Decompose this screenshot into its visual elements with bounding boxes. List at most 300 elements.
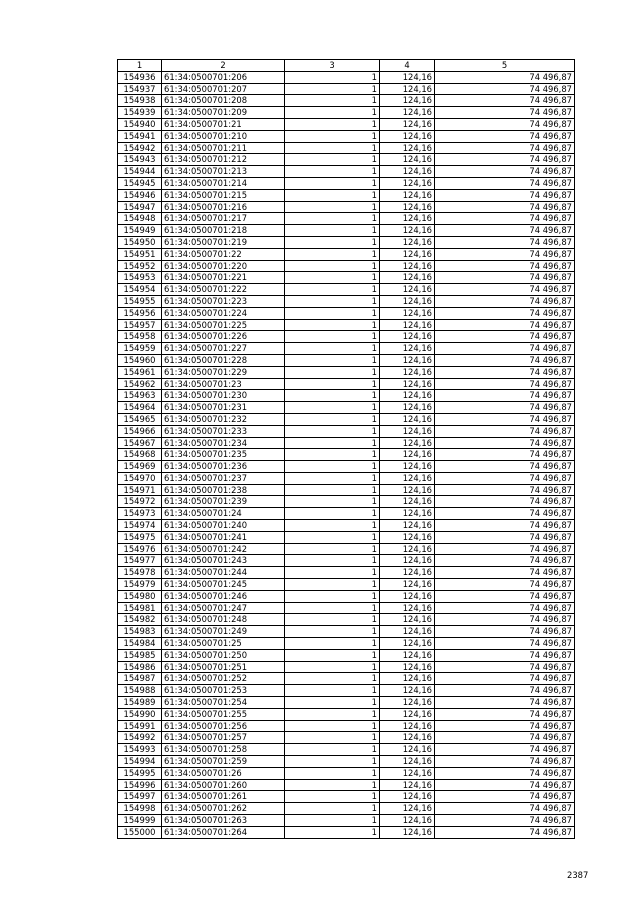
count-cell: 1	[285, 142, 380, 154]
cadastral-number-cell: 61:34:0500701:250	[162, 649, 285, 661]
row-number-cell: 154979	[118, 579, 162, 591]
column-header-3: 3	[285, 60, 380, 72]
row-number-cell: 154972	[118, 496, 162, 508]
cadastral-number-cell: 61:34:0500701:245	[162, 579, 285, 591]
area-cell: 124,16	[380, 508, 435, 520]
count-cell: 1	[285, 354, 380, 366]
row-number-cell: 154938	[118, 95, 162, 107]
row-number-cell: 154943	[118, 154, 162, 166]
area-cell: 124,16	[380, 71, 435, 83]
value-cell: 74 496,87	[435, 626, 575, 638]
value-cell: 74 496,87	[435, 449, 575, 461]
value-cell: 74 496,87	[435, 815, 575, 827]
cadastral-number-cell: 61:34:0500701:218	[162, 225, 285, 237]
cadastral-number-cell: 61:34:0500701:241	[162, 531, 285, 543]
value-cell: 74 496,87	[435, 531, 575, 543]
row-number-cell: 154968	[118, 449, 162, 461]
count-cell: 1	[285, 543, 380, 555]
area-cell: 124,16	[380, 449, 435, 461]
row-number-cell: 154986	[118, 661, 162, 673]
table-row	[118, 142, 575, 154]
cadastral-number-cell: 61:34:0500701:256	[162, 720, 285, 732]
table-row	[118, 472, 575, 484]
value-cell: 74 496,87	[435, 354, 575, 366]
count-cell: 1	[285, 732, 380, 744]
cadastral-number-cell: 61:34:0500701:211	[162, 142, 285, 154]
area-cell: 124,16	[380, 354, 435, 366]
cadastral-number-cell: 61:34:0500701:252	[162, 673, 285, 685]
row-number-cell: 154989	[118, 697, 162, 709]
count-cell: 1	[285, 295, 380, 307]
count-cell: 1	[285, 213, 380, 225]
cadastral-number-cell: 61:34:0500701:231	[162, 402, 285, 414]
table-row	[118, 756, 575, 768]
value-cell: 74 496,87	[435, 295, 575, 307]
cadastral-number-cell: 61:34:0500701:221	[162, 272, 285, 284]
area-cell: 124,16	[380, 602, 435, 614]
row-number-cell: 154952	[118, 260, 162, 272]
row-number-cell: 154944	[118, 166, 162, 178]
count-cell: 1	[285, 425, 380, 437]
area-cell: 124,16	[380, 284, 435, 296]
count-cell: 1	[285, 319, 380, 331]
row-number-cell: 154992	[118, 732, 162, 744]
table-row	[118, 614, 575, 626]
count-cell: 1	[285, 708, 380, 720]
row-number-cell: 154984	[118, 638, 162, 650]
area-cell: 124,16	[380, 425, 435, 437]
value-cell: 74 496,87	[435, 673, 575, 685]
count-cell: 1	[285, 472, 380, 484]
row-number-cell: 154998	[118, 803, 162, 815]
area-cell: 124,16	[380, 201, 435, 213]
value-cell: 74 496,87	[435, 767, 575, 779]
count-cell: 1	[285, 284, 380, 296]
data-table	[117, 59, 575, 839]
area-cell: 124,16	[380, 579, 435, 591]
value-cell: 74 496,87	[435, 71, 575, 83]
area-cell: 124,16	[380, 272, 435, 284]
area-cell: 124,16	[380, 590, 435, 602]
count-cell: 1	[285, 130, 380, 142]
table-row	[118, 295, 575, 307]
area-cell: 124,16	[380, 177, 435, 189]
area-cell: 124,16	[380, 661, 435, 673]
table-row	[118, 437, 575, 449]
area-cell: 124,16	[380, 815, 435, 827]
count-cell: 1	[285, 638, 380, 650]
value-cell: 74 496,87	[435, 177, 575, 189]
count-cell: 1	[285, 614, 380, 626]
area-cell: 124,16	[380, 142, 435, 154]
value-cell: 74 496,87	[435, 508, 575, 520]
table-row	[118, 602, 575, 614]
count-cell: 1	[285, 449, 380, 461]
area-cell: 124,16	[380, 154, 435, 166]
row-number-cell: 154969	[118, 461, 162, 473]
value-cell: 74 496,87	[435, 236, 575, 248]
cadastral-number-cell: 61:34:0500701:222	[162, 284, 285, 296]
area-cell: 124,16	[380, 567, 435, 579]
cadastral-number-cell: 61:34:0500701:248	[162, 614, 285, 626]
table-row	[118, 177, 575, 189]
table-row	[118, 555, 575, 567]
cadastral-number-cell: 61:34:0500701:229	[162, 366, 285, 378]
count-cell: 1	[285, 461, 380, 473]
value-cell: 74 496,87	[435, 130, 575, 142]
row-number-cell: 154940	[118, 118, 162, 130]
area-cell: 124,16	[380, 402, 435, 414]
count-cell: 1	[285, 720, 380, 732]
count-cell: 1	[285, 803, 380, 815]
row-number-cell: 154966	[118, 425, 162, 437]
row-number-cell: 154990	[118, 708, 162, 720]
table-row	[118, 697, 575, 709]
value-cell: 74 496,87	[435, 284, 575, 296]
value-cell: 74 496,87	[435, 95, 575, 107]
count-cell: 1	[285, 661, 380, 673]
value-cell: 74 496,87	[435, 154, 575, 166]
value-cell: 74 496,87	[435, 107, 575, 119]
count-cell: 1	[285, 248, 380, 260]
value-cell: 74 496,87	[435, 331, 575, 343]
cadastral-number-cell: 61:34:0500701:207	[162, 83, 285, 95]
row-number-cell: 154955	[118, 295, 162, 307]
row-number-cell: 154994	[118, 756, 162, 768]
count-cell: 1	[285, 826, 380, 838]
table-row	[118, 319, 575, 331]
cadastral-number-cell: 61:34:0500701:26	[162, 767, 285, 779]
cadastral-number-cell: 61:34:0500701:224	[162, 307, 285, 319]
row-number-cell: 154987	[118, 673, 162, 685]
value-cell: 74 496,87	[435, 213, 575, 225]
column-header-5: 5	[435, 60, 575, 72]
cadastral-number-cell: 61:34:0500701:232	[162, 413, 285, 425]
row-number-cell: 154974	[118, 520, 162, 532]
value-cell: 74 496,87	[435, 649, 575, 661]
count-cell: 1	[285, 685, 380, 697]
table-row	[118, 413, 575, 425]
table-row	[118, 83, 575, 95]
cadastral-number-cell: 61:34:0500701:257	[162, 732, 285, 744]
table-row	[118, 461, 575, 473]
count-cell: 1	[285, 331, 380, 343]
cadastral-number-cell: 61:34:0500701:247	[162, 602, 285, 614]
table-row	[118, 732, 575, 744]
value-cell: 74 496,87	[435, 720, 575, 732]
cadastral-number-cell: 61:34:0500701:264	[162, 826, 285, 838]
cadastral-number-cell: 61:34:0500701:210	[162, 130, 285, 142]
count-cell: 1	[285, 272, 380, 284]
count-cell: 1	[285, 791, 380, 803]
value-cell: 74 496,87	[435, 166, 575, 178]
value-cell: 74 496,87	[435, 472, 575, 484]
value-cell: 74 496,87	[435, 590, 575, 602]
area-cell: 124,16	[380, 496, 435, 508]
cadastral-number-cell: 61:34:0500701:249	[162, 626, 285, 638]
row-number-cell: 154948	[118, 213, 162, 225]
count-cell: 1	[285, 189, 380, 201]
area-cell: 124,16	[380, 307, 435, 319]
area-cell: 124,16	[380, 260, 435, 272]
area-cell: 124,16	[380, 803, 435, 815]
count-cell: 1	[285, 767, 380, 779]
row-number-cell: 154963	[118, 390, 162, 402]
cadastral-number-cell: 61:34:0500701:261	[162, 791, 285, 803]
table-row	[118, 166, 575, 178]
count-cell: 1	[285, 225, 380, 237]
value-cell: 74 496,87	[435, 413, 575, 425]
row-number-cell: 154960	[118, 354, 162, 366]
row-number-cell: 154949	[118, 225, 162, 237]
area-cell: 124,16	[380, 638, 435, 650]
row-number-cell: 154947	[118, 201, 162, 213]
area-cell: 124,16	[380, 756, 435, 768]
area-cell: 124,16	[380, 413, 435, 425]
row-number-cell: 154996	[118, 779, 162, 791]
count-cell: 1	[285, 177, 380, 189]
count-cell: 1	[285, 83, 380, 95]
cadastral-number-cell: 61:34:0500701:219	[162, 236, 285, 248]
cadastral-number-cell: 61:34:0500701:235	[162, 449, 285, 461]
table-row	[118, 531, 575, 543]
count-cell: 1	[285, 590, 380, 602]
area-cell: 124,16	[380, 343, 435, 355]
count-cell: 1	[285, 649, 380, 661]
area-cell: 124,16	[380, 649, 435, 661]
area-cell: 124,16	[380, 378, 435, 390]
row-number-cell: 154951	[118, 248, 162, 260]
count-cell: 1	[285, 520, 380, 532]
row-number-cell: 154937	[118, 83, 162, 95]
table-row	[118, 649, 575, 661]
table-row	[118, 803, 575, 815]
value-cell: 74 496,87	[435, 520, 575, 532]
count-cell: 1	[285, 484, 380, 496]
table-row	[118, 378, 575, 390]
value-cell: 74 496,87	[435, 260, 575, 272]
row-number-cell: 154997	[118, 791, 162, 803]
table-row	[118, 815, 575, 827]
table-row	[118, 225, 575, 237]
cadastral-number-cell: 61:34:0500701:216	[162, 201, 285, 213]
count-cell: 1	[285, 378, 380, 390]
cadastral-number-cell: 61:34:0500701:243	[162, 555, 285, 567]
value-cell: 74 496,87	[435, 602, 575, 614]
count-cell: 1	[285, 815, 380, 827]
area-cell: 124,16	[380, 472, 435, 484]
table-row	[118, 425, 575, 437]
table-row	[118, 496, 575, 508]
count-cell: 1	[285, 166, 380, 178]
table-row	[118, 685, 575, 697]
table-row	[118, 626, 575, 638]
row-number-cell: 154985	[118, 649, 162, 661]
value-cell: 74 496,87	[435, 248, 575, 260]
row-number-cell: 154942	[118, 142, 162, 154]
table-row	[118, 130, 575, 142]
area-cell: 124,16	[380, 531, 435, 543]
cadastral-number-cell: 61:34:0500701:236	[162, 461, 285, 473]
cadastral-number-cell: 61:34:0500701:220	[162, 260, 285, 272]
table-row	[118, 791, 575, 803]
table-row	[118, 708, 575, 720]
cadastral-number-cell: 61:34:0500701:239	[162, 496, 285, 508]
table-row	[118, 107, 575, 119]
table-row	[118, 508, 575, 520]
table-row	[118, 402, 575, 414]
row-number-cell: 154967	[118, 437, 162, 449]
table-row	[118, 449, 575, 461]
area-cell: 124,16	[380, 295, 435, 307]
value-cell: 74 496,87	[435, 826, 575, 838]
value-cell: 74 496,87	[435, 708, 575, 720]
count-cell: 1	[285, 118, 380, 130]
count-cell: 1	[285, 697, 380, 709]
cadastral-number-cell: 61:34:0500701:255	[162, 708, 285, 720]
cadastral-number-cell: 61:34:0500701:227	[162, 343, 285, 355]
row-number-cell: 154975	[118, 531, 162, 543]
cadastral-number-cell: 61:34:0500701:223	[162, 295, 285, 307]
table-row	[118, 71, 575, 83]
value-cell: 74 496,87	[435, 614, 575, 626]
area-cell: 124,16	[380, 685, 435, 697]
cadastral-number-cell: 61:34:0500701:260	[162, 779, 285, 791]
count-cell: 1	[285, 626, 380, 638]
count-cell: 1	[285, 343, 380, 355]
area-cell: 124,16	[380, 744, 435, 756]
value-cell: 74 496,87	[435, 425, 575, 437]
count-cell: 1	[285, 366, 380, 378]
table-row	[118, 673, 575, 685]
area-cell: 124,16	[380, 95, 435, 107]
row-number-cell: 154956	[118, 307, 162, 319]
row-number-cell: 154941	[118, 130, 162, 142]
area-cell: 124,16	[380, 708, 435, 720]
cadastral-number-cell: 61:34:0500701:206	[162, 71, 285, 83]
table-row	[118, 366, 575, 378]
row-number-cell: 154982	[118, 614, 162, 626]
value-cell: 74 496,87	[435, 638, 575, 650]
count-cell: 1	[285, 390, 380, 402]
table-row	[118, 307, 575, 319]
row-number-cell: 154991	[118, 720, 162, 732]
count-cell: 1	[285, 437, 380, 449]
value-cell: 74 496,87	[435, 555, 575, 567]
table-row	[118, 744, 575, 756]
cadastral-number-cell: 61:34:0500701:225	[162, 319, 285, 331]
cadastral-number-cell: 61:34:0500701:238	[162, 484, 285, 496]
cadastral-number-cell: 61:34:0500701:251	[162, 661, 285, 673]
cadastral-number-cell: 61:34:0500701:213	[162, 166, 285, 178]
area-cell: 124,16	[380, 555, 435, 567]
row-number-cell: 154939	[118, 107, 162, 119]
count-cell: 1	[285, 496, 380, 508]
count-cell: 1	[285, 602, 380, 614]
row-number-cell: 154959	[118, 343, 162, 355]
count-cell: 1	[285, 307, 380, 319]
cadastral-number-cell: 61:34:0500701:228	[162, 354, 285, 366]
area-cell: 124,16	[380, 732, 435, 744]
header-row	[118, 60, 575, 72]
row-number-cell: 154957	[118, 319, 162, 331]
count-cell: 1	[285, 555, 380, 567]
page-number: 2387	[567, 870, 589, 880]
count-cell: 1	[285, 567, 380, 579]
area-cell: 124,16	[380, 697, 435, 709]
area-cell: 124,16	[380, 319, 435, 331]
value-cell: 74 496,87	[435, 732, 575, 744]
value-cell: 74 496,87	[435, 437, 575, 449]
cadastral-number-cell: 61:34:0500701:215	[162, 189, 285, 201]
value-cell: 74 496,87	[435, 803, 575, 815]
value-cell: 74 496,87	[435, 366, 575, 378]
count-cell: 1	[285, 508, 380, 520]
value-cell: 74 496,87	[435, 307, 575, 319]
value-cell: 74 496,87	[435, 461, 575, 473]
area-cell: 124,16	[380, 767, 435, 779]
value-cell: 74 496,87	[435, 118, 575, 130]
cadastral-number-cell: 61:34:0500701:253	[162, 685, 285, 697]
count-cell: 1	[285, 531, 380, 543]
table-row	[118, 213, 575, 225]
cadastral-number-cell: 61:34:0500701:244	[162, 567, 285, 579]
cadastral-number-cell: 61:34:0500701:212	[162, 154, 285, 166]
column-header-4: 4	[380, 60, 435, 72]
cadastral-number-cell: 61:34:0500701:258	[162, 744, 285, 756]
area-cell: 124,16	[380, 614, 435, 626]
cadastral-number-cell: 61:34:0500701:21	[162, 118, 285, 130]
value-cell: 74 496,87	[435, 201, 575, 213]
column-header-2: 2	[162, 60, 285, 72]
count-cell: 1	[285, 779, 380, 791]
cadastral-number-cell: 61:34:0500701:237	[162, 472, 285, 484]
area-cell: 124,16	[380, 118, 435, 130]
count-cell: 1	[285, 154, 380, 166]
row-number-cell: 154958	[118, 331, 162, 343]
row-number-cell: 154945	[118, 177, 162, 189]
table-row	[118, 189, 575, 201]
count-cell: 1	[285, 260, 380, 272]
row-number-cell: 154981	[118, 602, 162, 614]
row-number-cell: 154954	[118, 284, 162, 296]
row-number-cell: 154978	[118, 567, 162, 579]
row-number-cell: 154988	[118, 685, 162, 697]
table-row	[118, 638, 575, 650]
cadastral-number-cell: 61:34:0500701:233	[162, 425, 285, 437]
cadastral-number-cell: 61:34:0500701:254	[162, 697, 285, 709]
count-cell: 1	[285, 402, 380, 414]
area-cell: 124,16	[380, 673, 435, 685]
count-cell: 1	[285, 673, 380, 685]
value-cell: 74 496,87	[435, 697, 575, 709]
cadastral-number-cell: 61:34:0500701:209	[162, 107, 285, 119]
table-row	[118, 720, 575, 732]
column-header-1: 1	[118, 60, 162, 72]
count-cell: 1	[285, 413, 380, 425]
table-row	[118, 826, 575, 838]
area-cell: 124,16	[380, 166, 435, 178]
area-cell: 124,16	[380, 543, 435, 555]
cadastral-number-cell: 61:34:0500701:230	[162, 390, 285, 402]
table-row	[118, 590, 575, 602]
row-number-cell: 154973	[118, 508, 162, 520]
area-cell: 124,16	[380, 366, 435, 378]
count-cell: 1	[285, 95, 380, 107]
value-cell: 74 496,87	[435, 579, 575, 591]
table-row	[118, 248, 575, 260]
value-cell: 74 496,87	[435, 378, 575, 390]
